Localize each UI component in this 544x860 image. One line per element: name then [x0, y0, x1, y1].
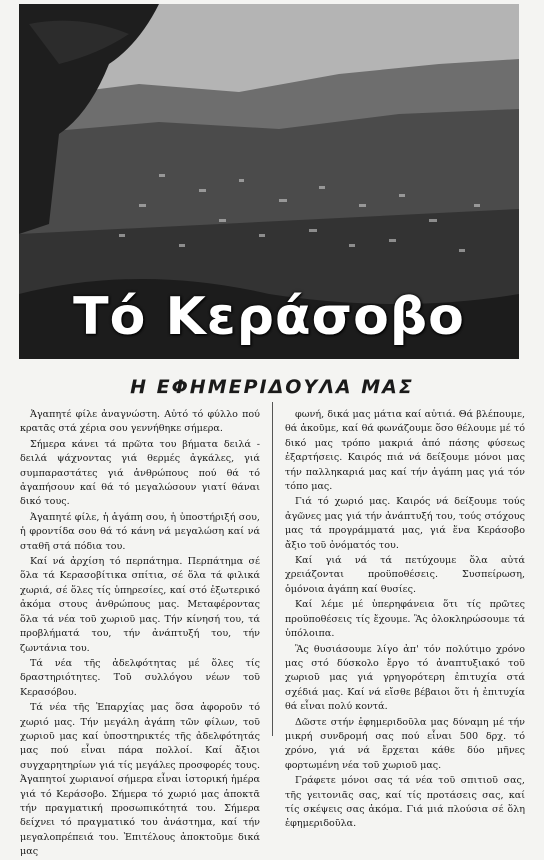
article-column-left — [20, 408, 260, 858]
paragraph: Γράφετε μόνοι σας τά νέα τοῦ σπιτιοῦ σας, τῆς γειτονιᾶς σας, καί τίς προτάσεις σας, καί τίς σκέψεις σας ἀκόμα. Γιά μιά πλούσια σέ ὅλη ἐφημεριδοῦλα. — [285, 775, 525, 830]
paragraph: Καί γιά νά τά πετύχουμε ὅλα αὐτά χρειάζονται προϋποθέσεις. Συσπείρωση, ὁμόνοια ἀγάπη καί θυσίες. — [285, 555, 525, 595]
paragraph: Γιά τό χωριό μας. Καιρός νά δείξουμε τούς ἀγῶνες μας γιά τήν ἀνάπτυξή του, τούς στόχους μας τά προγράμματά μας, γιά ἕνα Κεράσοβο ἄξιο τοῦ ὀνόματός του. — [285, 496, 525, 551]
paragraph: Δῶστε στήν ἐφημεριδοῦλα μας δύναμη μέ τήν μικρή συνδρομή σας πού εἶναι 500 δρχ. τό χρόνο, γιά νά ἔρχεται κάθε δύο μῆνες φορτωμένη νέα τοῦ χωριοῦ μας. — [285, 716, 525, 771]
page-title: Τό Κεράσοβο — [73, 287, 465, 347]
paragraph: Καί λέμε μέ ὑπερηφάνεια ὅτι τίς πρῶτες προϋποθέσεις τίς ἔχουμε. Ἂς ὁλοκληρώσουμε τά ὑπόλοιπα. — [285, 599, 525, 640]
column-divider — [272, 402, 273, 736]
paragraph: Ἂς θυσιάσουμε λίγο ἀπ' τόν πολύτιμο χρόνο μας στό δύσκολο ἔργο τό ἀναπτυξιακό τοῦ χωριοῦ μας γιά γρηγορότερη ἐπιτυχία στά σχέδιά μας. Καί νά εἴσθε βέβαιοι ὅτι ἡ ἐπιτυχία θά εἶναι πολύ κοντά. — [285, 643, 525, 713]
newspaper-heading: Η ΕΦΗΜΕΡΙΔΟΥΛΑ ΜΑΣ — [130, 376, 414, 398]
paragraph: Τά νέα τῆς Ἐπαρχίας μας ὅσα ἀφοροῦν τό χωριό μας. Τήν μεγάλη ἀγάπη τῶν φίλων, τοῦ χωριοῦ μας καί ὑποστηρικτές τῆς ἀδελφότητάς μας πού εἶναι πάρα πολλοί. Καί ἄξιοι συγχαρητηρίων γιά τίς μεγάλες προσφορές τους. Ἀγαπητοί χωριανοί σήμερα εἶναι ἱστορική ἡμέρα γιά τό Κεράσοβο. Σήμερα τό χωριό μας ἀποκτᾶ τήν πραγματική προσωπικότητά του. Σήμερα δείχνει τό πραγματικό του ἀνάστημα, καί τήν μεγαλοπρέπειά του. Ἐπιτέλους ἀποκτοῦμε δικά μας — [20, 702, 260, 858]
article-column-right — [285, 408, 525, 830]
paragraph: Σήμερα κάνει τά πρῶτα του βήματα δειλά - δειλά ψάχνοντας γιά θερμές ἀγκάλες, γιά συμπαραστάτες γιά ἀνθρώπους πού θά τό ἀγαπήσουν καί θά τό μεγαλώσουν γιατί θάναι δικό τους. — [20, 438, 260, 508]
paragraph: φωνή, δικά μας μάτια καί αὐτιά. Θά βλέπουμε, θά ἀκοῦμε, καί θά φωνάζουμε ὅσο θέλουμε μέ τό δικό μας τρόπο μακριά ἀπό πάσης φύσεως ἐξαρτήσεις. Καιρός πιά νά δείξουμε μόνοι μας τήν παλληκαριά μας καί τήν ἀγάπη μας γιά τόν τόπο μας. — [285, 409, 525, 493]
article-body — [20, 408, 525, 858]
paragraph: Καί νά ἀρχίση τό περπάτημα. Περπάτημα σέ ὅλα τά Κερασοβίτικα σπίτια, σέ ὅλα τά φιλικά χωριά, σέ ὅλες τίς ὑπηρεσίες, καί στό ἐξωτερικό ἀκόμα στους ἀνθρώπους μας. Μεταφέροντας ὅλα τά νέα τοῦ χωριοῦ μας. Τήν κίνησή του, τά προβλήματά του, τήν ἀνάπτυξή του, τήν ζωντάνια του. — [20, 556, 260, 654]
paragraph: Ἀγαπητέ φίλε ἀναγνώστη. Αὐτό τό φύλλο πού κρατᾶς στά χέρια σου γεννήθηκε σήμερα. — [20, 409, 260, 435]
paragraph: Τά νέα τῆς ἀδελφότητας μέ ὅλες τίς δραστηριότητες. Τοῦ συλλόγου νέων τοῦ Κερασόβου. — [20, 657, 260, 698]
village-photo — [19, 4, 519, 359]
paragraph: Ἀγαπητέ φίλε, ἡ ἀγάπη σου, ἡ ὑποστήριξή σου, ἡ φροντίδα σου θά τό κάνη νά μεγαλώση καί νά σταθῆ στά πόδια του. — [20, 511, 260, 552]
